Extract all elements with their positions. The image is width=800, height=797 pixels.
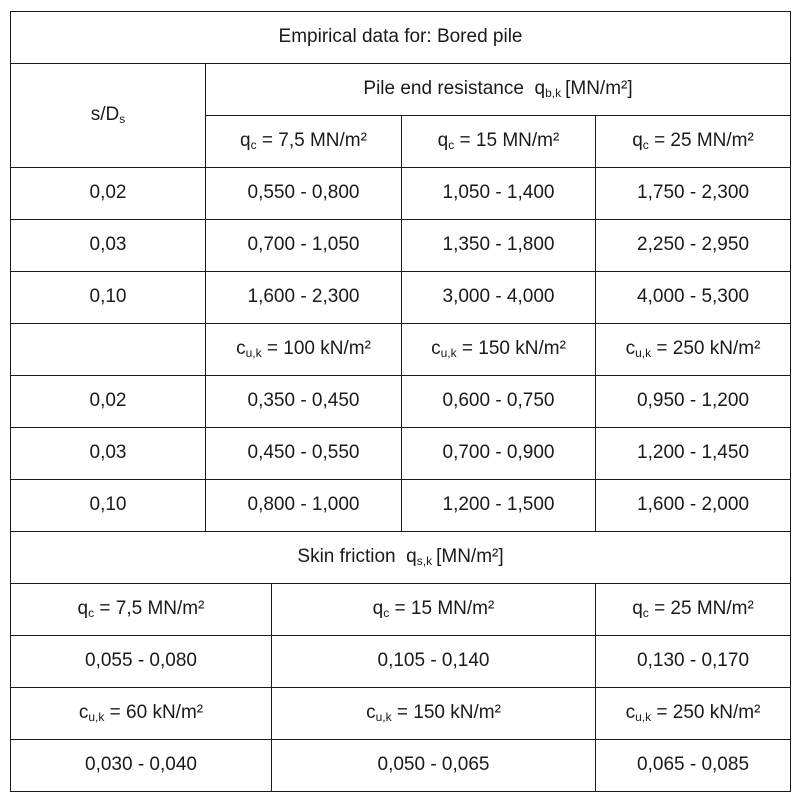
value-cell: 0,130 - 0,170 [596,636,791,688]
value-cell: 0,600 - 0,750 [402,376,596,428]
sd-cell: 0,03 [11,220,206,272]
value-cell: 4,000 - 5,300 [596,272,791,324]
table-row [11,740,791,792]
table-row [11,168,791,220]
column-header: $q_c = 7,5$ MN/m² [206,116,402,168]
value-cell: 0,350 - 0,450 [206,376,402,428]
value-cell: 0,800 - 1,000 [206,480,402,532]
sd-cell: 0,02 [11,376,206,428]
value-cell: 1,200 - 1,500 [402,480,596,532]
pile-end-heading: Pile end resistance $q_{b,k}$ [MN/m²] [206,64,791,116]
row-header-sd: $s/D_s$ [11,64,206,168]
skin-shear-header-row [11,688,791,740]
sd-cell: 0,10 [11,272,206,324]
sd-cell: 0,03 [11,428,206,480]
table-row [11,376,791,428]
column-header: $q_c = 7,5$ MN/m² [11,584,272,636]
value-cell: 0,700 - 1,050 [206,220,402,272]
sd-cell: 0,02 [11,168,206,220]
column-header: $q_c = 25$ MN/m² [596,116,791,168]
column-header: $c_{u,k} = 150$ kN/m² [402,324,596,376]
table-title: Empirical data for: Bored pile [11,12,791,64]
value-cell: 3,000 - 4,000 [402,272,596,324]
value-cell: 1,600 - 2,000 [596,480,791,532]
column-header: $c_{u,k} = 60$ kN/m² [11,688,272,740]
column-header: $c_{u,k} = 250$ kN/m² [596,324,791,376]
value-cell: 1,750 - 2,300 [596,168,791,220]
skin-friction-heading: Skin friction $q_{s,k}$ [MN/m²] [11,532,791,584]
value-cell: 2,250 - 2,950 [596,220,791,272]
value-cell: 0,450 - 0,550 [206,428,402,480]
value-cell: 0,050 - 0,065 [272,740,596,792]
value-cell: 1,200 - 1,450 [596,428,791,480]
skin-friction-heading-row [11,532,791,584]
value-cell: 0,105 - 0,140 [272,636,596,688]
table-row [11,428,791,480]
value-cell: 0,700 - 0,900 [402,428,596,480]
bored-pile-table [10,11,791,792]
table-row [11,272,791,324]
value-cell: 0,550 - 0,800 [206,168,402,220]
column-header: $q_c = 15$ MN/m² [272,584,596,636]
value-cell: 1,600 - 2,300 [206,272,402,324]
pile-end-heading-row [11,64,791,116]
skin-cone-header-row [11,584,791,636]
value-cell: 0,065 - 0,085 [596,740,791,792]
title-row [11,12,791,64]
empty-cell [11,324,206,376]
column-header: $q_c = 25$ MN/m² [596,584,791,636]
shear-column-header-row [11,324,791,376]
column-header: $q_c = 15$ MN/m² [402,116,596,168]
column-header: $c_{u,k} = 100$ kN/m² [206,324,402,376]
value-cell: 1,350 - 1,800 [402,220,596,272]
value-cell: 0,030 - 0,040 [11,740,272,792]
value-cell: 0,950 - 1,200 [596,376,791,428]
table-row [11,480,791,532]
sd-cell: 0,10 [11,480,206,532]
value-cell: 1,050 - 1,400 [402,168,596,220]
table-row [11,220,791,272]
column-header: $c_{u,k} = 250$ kN/m² [596,688,791,740]
table-row [11,636,791,688]
column-header: $c_{u,k} = 150$ kN/m² [272,688,596,740]
value-cell: 0,055 - 0,080 [11,636,272,688]
